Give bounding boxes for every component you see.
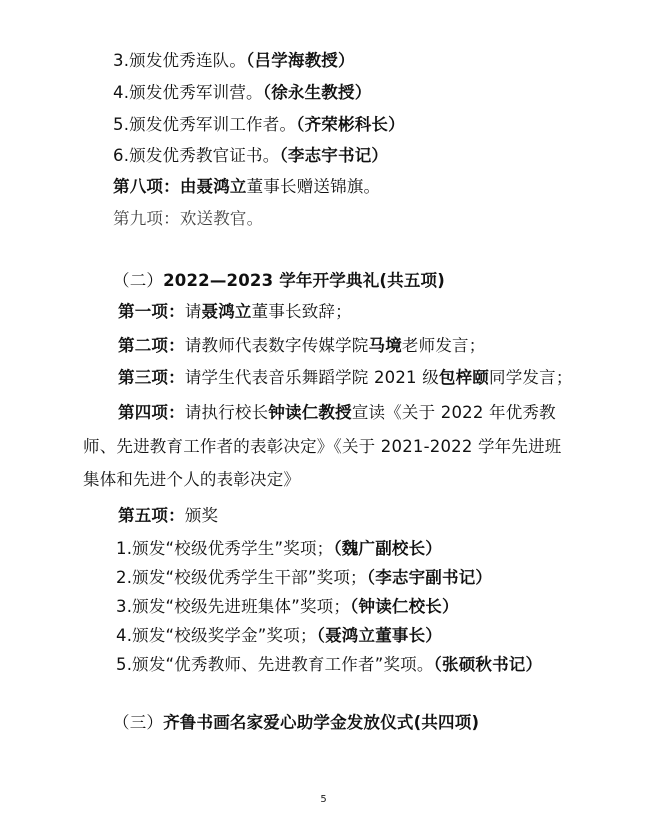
award-item-text: 2.颁发“校级优秀学生干部”奖项； — [116, 568, 367, 587]
award-item-text: 6.颁发优秀教官证书。 — [113, 146, 280, 165]
award-item-text: 5.颁发“优秀教师、先进教育工作者”奖项。 — [116, 655, 434, 674]
program-item-9 — [113, 208, 263, 230]
program-item-8 — [113, 176, 380, 198]
program-item-text: 师、先进教育工作者的表彰决定》《关于 2021-2022 学年先进班 — [83, 437, 562, 456]
award-list-item-5 — [116, 654, 542, 676]
award-item-3 — [113, 50, 355, 72]
award-item-text: 5.颁发优秀军训工作者。 — [113, 115, 297, 134]
program-item-1 — [118, 301, 352, 323]
award-presenter: （钟读仁校长） — [350, 597, 459, 616]
program-item-label: 第三项： — [118, 368, 185, 387]
person-name: 聂鸿立 — [201, 302, 252, 321]
program-item-label: 第四项： — [118, 403, 185, 422]
award-list-item-3 — [116, 596, 459, 618]
person-name: 马境 — [368, 336, 402, 355]
program-item-pre: 请教师代表数字传媒学院 — [184, 336, 369, 355]
person-name: 聂鸿立 — [196, 177, 247, 196]
program-item-label: 第二项： — [118, 336, 185, 355]
section-number: （二） — [113, 271, 164, 290]
page-number: 5 — [320, 794, 327, 805]
program-item-text: 集体和先进个人的表彰决定》 — [83, 470, 301, 489]
section-heading-2 — [113, 270, 445, 292]
section-title: 2022—2023 学年开学典礼(共五项) — [163, 271, 445, 290]
program-item-post: 同学发言； — [489, 368, 573, 387]
program-item-5 — [118, 505, 218, 527]
award-item-5 — [113, 114, 405, 136]
award-presenter: （徐永生教授） — [262, 83, 372, 102]
program-item-4-continued — [83, 436, 561, 458]
program-item-post: 老师发言； — [401, 336, 486, 355]
award-presenter: （李志宇副书记） — [366, 568, 493, 587]
section-title: 齐鲁书画名家爱心助学金发放仪式(共四项) — [163, 713, 480, 732]
award-item-text: 4.颁发“校级奖学金”奖项； — [116, 626, 317, 645]
program-item-label: 第一项： — [118, 302, 185, 321]
award-item-text: 1.颁发“校级优秀学生”奖项； — [116, 539, 334, 558]
program-item-2 — [118, 335, 485, 357]
award-presenter: （吕学海教授） — [246, 51, 355, 70]
program-item-4-continued-2 — [83, 469, 300, 491]
award-list-item-1 — [116, 538, 442, 560]
program-item-label: 第八项： — [113, 177, 180, 196]
program-item-post: 董事长致辞； — [251, 302, 352, 321]
program-item-4 — [118, 402, 556, 424]
program-item-post: 董事长赠送锦旗。 — [246, 177, 381, 196]
award-presenter: （张硕秋书记） — [433, 655, 543, 674]
program-item-pre: 请 — [184, 302, 202, 321]
award-list-item-4 — [116, 625, 442, 647]
program-item-pre: 请学生代表音乐舞蹈学院 2021 级 — [184, 368, 439, 387]
award-presenter: （聂鸿立董事长） — [316, 626, 442, 645]
award-item-4 — [113, 82, 371, 104]
award-presenter: （齐荣彬科长） — [296, 115, 405, 134]
award-item-text: 3.颁发优秀连队。 — [113, 51, 247, 70]
section-number: （三） — [113, 713, 164, 732]
program-item-label: 第五项： — [118, 506, 185, 525]
person-name: 钟读仁教授 — [268, 403, 352, 422]
program-item-post: 宣读《关于 2022 年优秀教 — [351, 403, 556, 422]
award-presenter: （魏广副校长） — [333, 539, 442, 558]
program-item-text: 欢送教官。 — [179, 209, 264, 228]
program-item-text: 颁奖 — [184, 506, 219, 525]
award-item-text: 4.颁发优秀军训营。 — [113, 83, 263, 102]
section-heading-3 — [113, 712, 479, 734]
award-list-item-2 — [116, 567, 492, 589]
award-item-text: 3.颁发“校级先进班集体”奖项； — [116, 597, 351, 616]
award-item-6 — [113, 145, 388, 167]
person-name: 包梓颐 — [438, 368, 490, 387]
program-item-pre: 由 — [179, 177, 197, 196]
program-item-pre: 请执行校长 — [184, 403, 269, 422]
program-item-label: 第九项： — [113, 209, 180, 228]
award-presenter: （李志宇书记） — [279, 146, 389, 165]
program-item-3 — [118, 367, 573, 389]
